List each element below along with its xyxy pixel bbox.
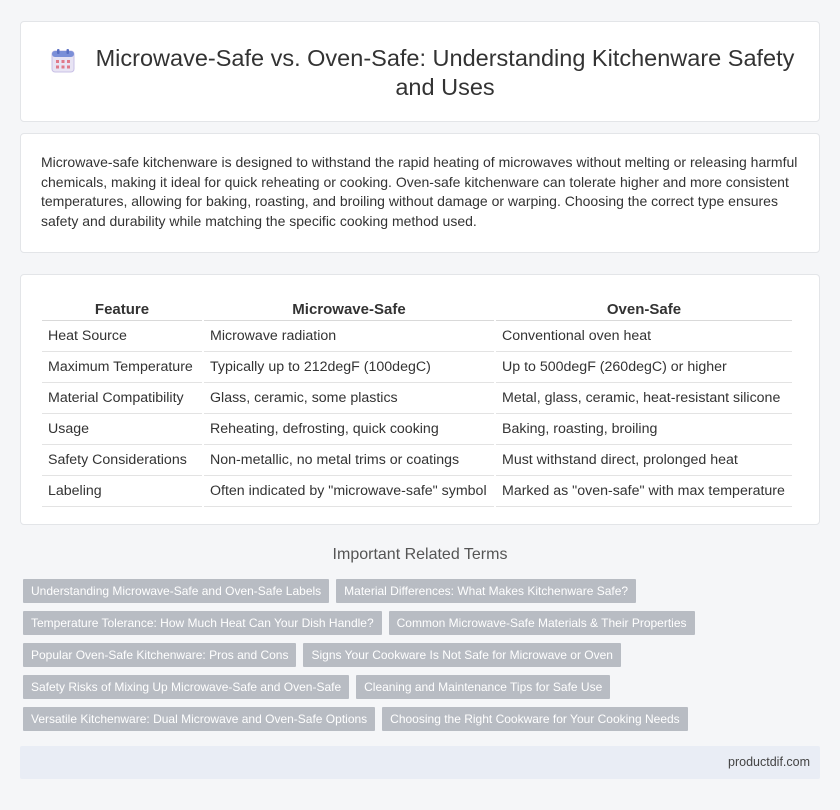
table-row xyxy=(42,382,792,413)
intro-card xyxy=(20,133,820,253)
footer-site-link[interactable]: productdif.com xyxy=(728,755,810,769)
intro-text: Microwave-safe kitchenware is designed to withstand the rapid heating of microwaves without melting or releasing harmful chemicals, making it ideal for quick reheating or cooking. Oven-safe kitchenware can tolerate higher and more consistent temperatures, allowing for baking, roasting, and broiling without damage or warping. Choosing the correct type ensures safety and durability while matching the specific cooking method used. xyxy=(41,154,798,229)
related-terms-list xyxy=(23,579,813,739)
tag-row xyxy=(23,707,813,731)
related-terms-title: Important Related Terms xyxy=(332,546,508,563)
related-term-link[interactable]: Common Microwave-Safe Materials & Their Properties xyxy=(389,611,695,635)
tag-row xyxy=(23,611,813,635)
table-header-row xyxy=(42,295,792,320)
table-cell: Baking, roasting, broiling xyxy=(495,413,792,444)
column-header: Feature xyxy=(42,295,203,320)
related-term-link[interactable]: Safety Risks of Mixing Up Microwave-Safe and Oven-Safe xyxy=(23,675,349,699)
footer xyxy=(20,746,820,779)
page-title: Microwave-Safe vs. Oven-Safe: Understanding Kitchenware Safety and Uses xyxy=(95,45,795,100)
comparison-card xyxy=(20,274,820,525)
comparison-table xyxy=(42,295,792,507)
table-cell: Must withstand direct, prolonged heat xyxy=(495,444,792,475)
table-cell: Up to 500degF (260degC) or higher xyxy=(495,351,792,382)
table-row xyxy=(42,413,792,444)
table-cell: Material Compatibility xyxy=(42,382,203,413)
related-term-link[interactable]: Choosing the Right Cookware for Your Cooking Needs xyxy=(382,707,688,731)
table-cell: Conventional oven heat xyxy=(495,320,792,351)
calendar-icon xyxy=(50,48,76,74)
table-cell: Maximum Temperature xyxy=(42,351,203,382)
related-term-link[interactable]: Popular Oven-Safe Kitchenware: Pros and Cons xyxy=(23,643,296,667)
tag-row xyxy=(23,675,813,699)
table-row xyxy=(42,475,792,506)
table-cell: Heat Source xyxy=(42,320,203,351)
related-term-link[interactable]: Cleaning and Maintenance Tips for Safe Use xyxy=(356,675,610,699)
table-cell: Often indicated by "microwave-safe" symbol xyxy=(203,475,495,506)
table-cell: Usage xyxy=(42,413,203,444)
table-cell: Labeling xyxy=(42,475,203,506)
table-cell: Reheating, defrosting, quick cooking xyxy=(203,413,495,444)
table-row xyxy=(42,444,792,475)
table-cell: Marked as "oven-safe" with max temperature xyxy=(495,475,792,506)
table-cell: Non-metallic, no metal trims or coatings xyxy=(203,444,495,475)
related-term-link[interactable]: Versatile Kitchenware: Dual Microwave and Oven-Safe Options xyxy=(23,707,375,731)
table-cell: Microwave radiation xyxy=(203,320,495,351)
related-term-link[interactable]: Material Differences: What Makes Kitchenware Safe? xyxy=(336,579,636,603)
table-row xyxy=(42,320,792,351)
column-header: Oven-Safe xyxy=(495,295,792,320)
table-row xyxy=(42,351,792,382)
tag-row xyxy=(23,643,813,667)
column-header: Microwave-Safe xyxy=(203,295,495,320)
header-card xyxy=(20,21,820,122)
related-term-link[interactable]: Temperature Tolerance: How Much Heat Can Your Dish Handle? xyxy=(23,611,382,635)
related-term-link[interactable]: Signs Your Cookware Is Not Safe for Microwave or Oven xyxy=(303,643,620,667)
table-cell: Safety Considerations xyxy=(42,444,203,475)
table-cell: Metal, glass, ceramic, heat-resistant silicone xyxy=(495,382,792,413)
tag-row xyxy=(23,579,813,603)
related-term-link[interactable]: Understanding Microwave-Safe and Oven-Safe Labels xyxy=(23,579,329,603)
table-cell: Glass, ceramic, some plastics xyxy=(203,382,495,413)
table-cell: Typically up to 212degF (100degC) xyxy=(203,351,495,382)
